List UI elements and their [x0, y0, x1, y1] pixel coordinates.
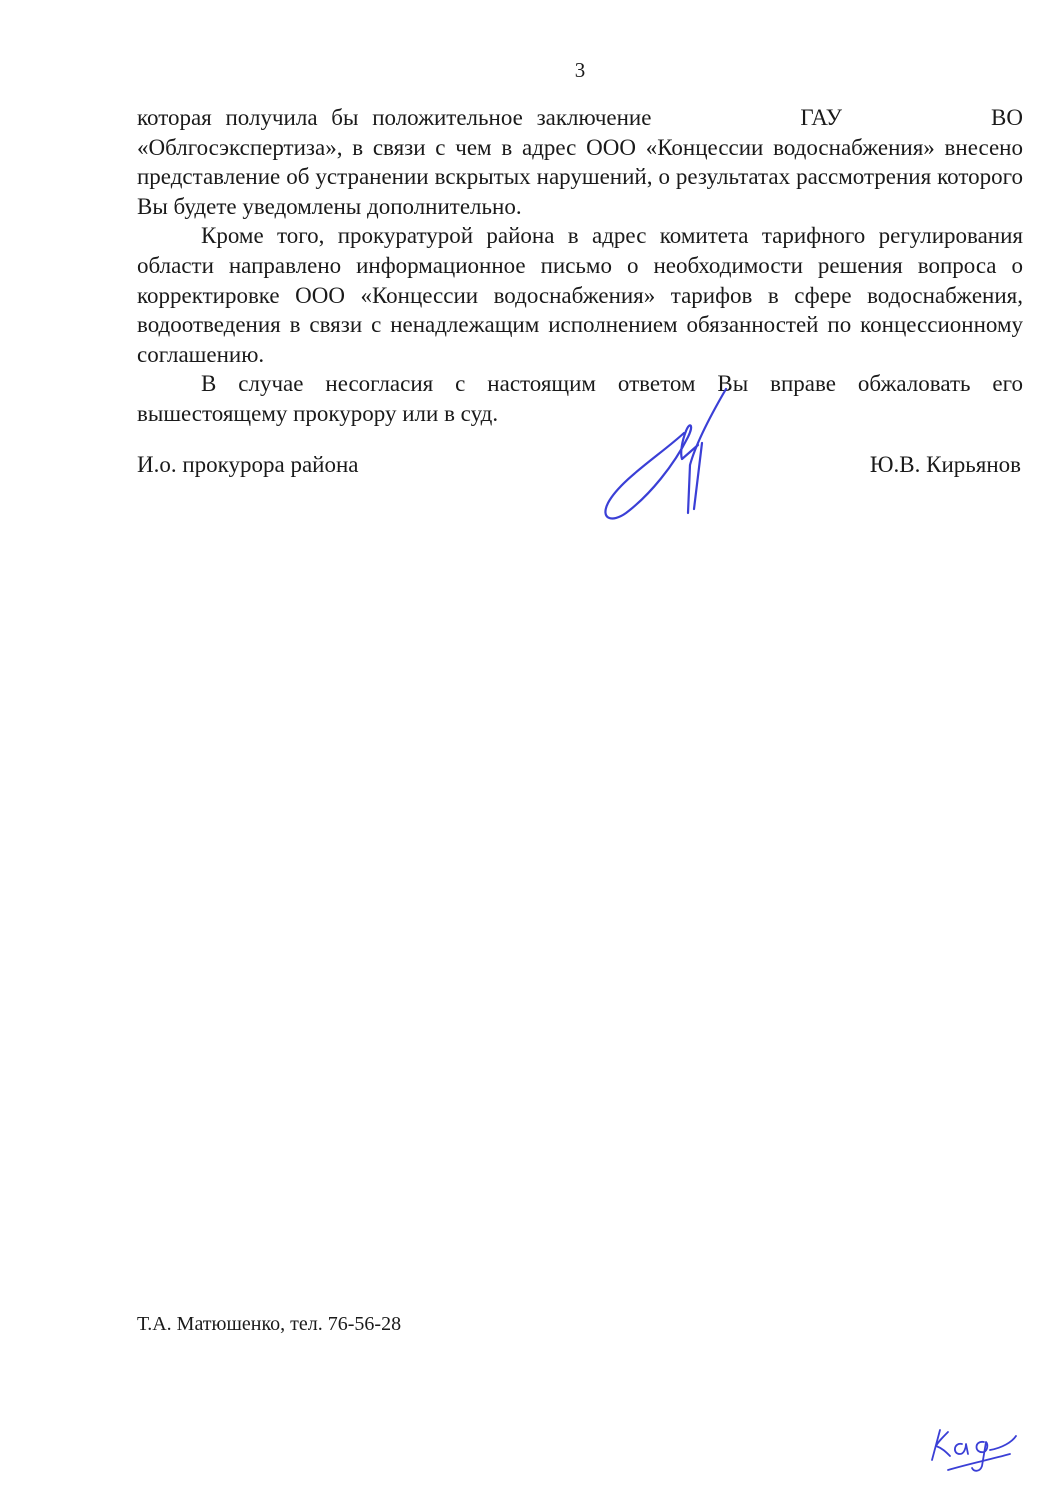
first-line-org: ГАУ [800, 105, 843, 130]
first-line-region: ВО [991, 105, 1023, 130]
executor-contact: Т.А. Матюшенко, тел. 76-56-28 [137, 1313, 402, 1335]
first-line-text: которая получила бы положительное заключение [137, 105, 652, 130]
handwritten-signature [590, 385, 750, 525]
first-line [137, 103, 1023, 133]
paragraph-2: Кроме того, прокуратурой района в адрес комитета тарифного регулирования области направлено информационное письмо о необходимости решения вопроса о корректировке ООО «Концессии водоснабжения» тарифов в сфере водоснабжения, водоотведения в связи с ненадлежащим исполнением обязанностей по концессионному соглашению. [137, 223, 1023, 367]
handwritten-initials [928, 1420, 1023, 1475]
letter-body [137, 103, 1023, 429]
page-number: 3 [574, 58, 586, 82]
signatory-name: Ю.В. Кирьянов [869, 452, 1021, 477]
paragraph-1-continuation: «Облгосэкспертиза», в связи с чем в адрес ООО «Концессии водоснабжения» внесено представление об устранении вскрытых нарушений, о результатах рассмотрения которого Вы будете уведомлены дополнительно. [137, 134, 1023, 219]
paragraph-3: В случае несогласия с настоящим ответом Вы вправе обжаловать его вышестоящему прокурору или в суд. [137, 371, 1023, 426]
signatory-title: И.о. прокурора района [137, 452, 359, 477]
